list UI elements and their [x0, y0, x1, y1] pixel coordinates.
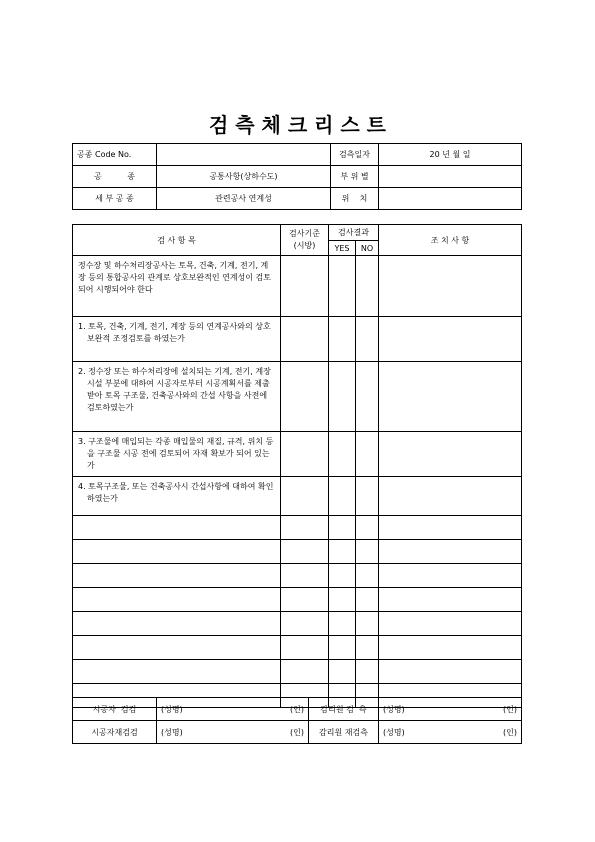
- yes-cell[interactable]: [329, 362, 356, 432]
- seal-label: (인): [503, 704, 517, 714]
- item-cell[interactable]: [73, 516, 281, 540]
- action-cell[interactable]: [379, 256, 522, 317]
- supervisor-sign-field[interactable]: [379, 698, 522, 721]
- table-row: [73, 432, 522, 477]
- supervisor-label: 감리원 검 측: [309, 698, 379, 721]
- table-row: [73, 564, 522, 588]
- yes-cell[interactable]: [329, 564, 356, 588]
- checklist-table: [72, 224, 522, 708]
- table-row: [73, 516, 522, 540]
- criteria-cell[interactable]: [281, 660, 329, 684]
- no-cell[interactable]: [356, 564, 379, 588]
- no-cell[interactable]: [356, 588, 379, 612]
- action-cell[interactable]: [379, 477, 522, 516]
- action-cell[interactable]: [379, 612, 522, 636]
- check-item-3: 3. 구조물에 매입되는 각종 매입물의 재질, 규격, 위치 등을 구조물 시공 전에 검토되어 자재 확보가 되어 있는가: [78, 437, 274, 470]
- action-cell[interactable]: [379, 588, 522, 612]
- item-cell[interactable]: [73, 636, 281, 660]
- date-field[interactable]: 20 년 월 일: [379, 144, 522, 166]
- table-row: [73, 636, 522, 660]
- no-cell[interactable]: [356, 317, 379, 362]
- yes-cell[interactable]: [329, 432, 356, 477]
- seal-label: (인): [290, 727, 304, 737]
- code-label: 공종 Code No.: [73, 144, 157, 166]
- no-cell[interactable]: [356, 540, 379, 564]
- code-field[interactable]: [157, 144, 331, 166]
- yes-cell[interactable]: [329, 540, 356, 564]
- name-label: (성명): [161, 704, 183, 714]
- check-item-1: 1. 토목, 건축, 기계, 전기, 계장 등의 연계공사와의 상호 보완적 조정검토를 하였는가: [78, 322, 271, 343]
- action-cell[interactable]: [379, 317, 522, 362]
- name-label: (성명): [161, 727, 183, 737]
- seal-label: (인): [503, 727, 517, 737]
- signature-table: [72, 697, 522, 744]
- no-cell[interactable]: [356, 660, 379, 684]
- check-item-4: 4. 토목구조물, 또는 건축공사시 간섭사항에 대하여 확인하였는가: [78, 482, 274, 503]
- contractor-re-label: 시공자재검검: [73, 721, 157, 744]
- seal-label: (인): [290, 704, 304, 714]
- no-cell[interactable]: [356, 432, 379, 477]
- yes-cell[interactable]: [329, 660, 356, 684]
- page-title: 검 측 체 크 리 스 트: [208, 113, 387, 137]
- criteria-cell[interactable]: [281, 612, 329, 636]
- action-cell[interactable]: [379, 362, 522, 432]
- col-criteria-header: [281, 225, 329, 256]
- criteria-cell[interactable]: [281, 477, 329, 516]
- action-cell[interactable]: [379, 660, 522, 684]
- table-row: [73, 256, 522, 317]
- yes-cell[interactable]: [329, 516, 356, 540]
- no-cell[interactable]: [356, 636, 379, 660]
- yes-cell[interactable]: [329, 256, 356, 317]
- table-row: [73, 477, 522, 516]
- header-table: [72, 143, 522, 210]
- col-criteria-line2: (시방): [293, 241, 316, 250]
- table-row: [73, 588, 522, 612]
- col-yes-header: YES: [329, 241, 356, 256]
- location-label: 위 치: [331, 188, 379, 210]
- no-cell[interactable]: [356, 256, 379, 317]
- action-cell[interactable]: [379, 516, 522, 540]
- col-action-header: 조 치 사 항: [379, 225, 522, 256]
- criteria-cell[interactable]: [281, 432, 329, 477]
- check-item-2: 2. 정수장 또는 하수처리장에 설치되는 기계, 전기, 계장시설 부분에 대하여 시공자로부터 시공계획서를 제출받아 토목 구조물, 건축공사와의 간섭 사항을 사전에 검토하였는가: [78, 367, 271, 412]
- table-row: [73, 317, 522, 362]
- no-cell[interactable]: [356, 477, 379, 516]
- no-cell[interactable]: [356, 612, 379, 636]
- part-label: 부 위 별: [331, 166, 379, 188]
- supervisor-re-label: 감리원 재검측: [309, 721, 379, 744]
- date-label: 검측일자: [331, 144, 379, 166]
- action-cell[interactable]: [379, 432, 522, 477]
- action-cell[interactable]: [379, 540, 522, 564]
- work-type-label: 공 종: [73, 166, 157, 188]
- criteria-cell[interactable]: [281, 256, 329, 317]
- supervisor-re-sign-field[interactable]: [379, 721, 522, 744]
- contractor-re-sign-field[interactable]: [157, 721, 309, 744]
- detail-label: 세 부 공 종: [73, 188, 157, 210]
- contractor-sign-field[interactable]: [157, 698, 309, 721]
- criteria-cell[interactable]: [281, 516, 329, 540]
- no-cell[interactable]: [356, 516, 379, 540]
- item-cell[interactable]: [73, 612, 281, 636]
- action-cell[interactable]: [379, 636, 522, 660]
- criteria-cell[interactable]: [281, 317, 329, 362]
- criteria-cell[interactable]: [281, 540, 329, 564]
- intro-text: 정수장 및 하수처리장공사는 토목, 건축, 기계, 전기, 계장 등의 통합공사의 관계로 상호보완적인 연계성이 검토되어 시행되어야 한다: [73, 256, 281, 317]
- yes-cell[interactable]: [329, 612, 356, 636]
- col-item-header: 검 사 항 목: [73, 225, 281, 256]
- table-row: [73, 540, 522, 564]
- table-row: [73, 612, 522, 636]
- table-row: [73, 362, 522, 432]
- contractor-label: 시공자 검검: [73, 698, 157, 721]
- item-cell[interactable]: [73, 540, 281, 564]
- item-cell[interactable]: [73, 564, 281, 588]
- name-label: (성명): [383, 704, 405, 714]
- col-criteria-line1: 검사기준: [289, 229, 320, 238]
- yes-cell[interactable]: [329, 317, 356, 362]
- detail-field[interactable]: 관련공사 연계성: [157, 188, 331, 210]
- col-no-header: NO: [356, 241, 379, 256]
- yes-cell[interactable]: [329, 588, 356, 612]
- criteria-cell[interactable]: [281, 564, 329, 588]
- work-type-field[interactable]: 공통사항(상하수도): [157, 166, 331, 188]
- criteria-cell[interactable]: [281, 362, 329, 432]
- item-cell[interactable]: [73, 588, 281, 612]
- no-cell[interactable]: [356, 362, 379, 432]
- yes-cell[interactable]: [329, 477, 356, 516]
- part-field[interactable]: [379, 166, 522, 188]
- item-cell[interactable]: [73, 660, 281, 684]
- table-row: [73, 660, 522, 684]
- location-field[interactable]: [379, 188, 522, 210]
- action-cell[interactable]: [379, 564, 522, 588]
- name-label: (성명): [383, 727, 405, 737]
- col-result-header: 검사결과: [329, 225, 379, 241]
- yes-cell[interactable]: [329, 636, 356, 660]
- criteria-cell[interactable]: [281, 636, 329, 660]
- criteria-cell[interactable]: [281, 588, 329, 612]
